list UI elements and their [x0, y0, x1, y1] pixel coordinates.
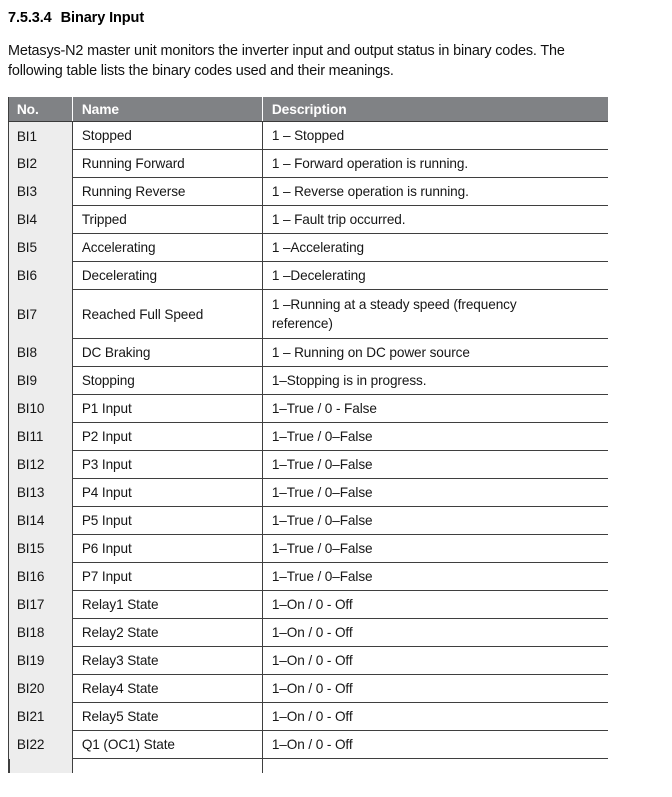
table-row	[8, 591, 608, 619]
cell-name: Accelerating	[72, 234, 262, 262]
column-header-no: No.	[8, 97, 72, 122]
cell-name: Running Reverse	[72, 178, 262, 206]
cell-no: BI10	[8, 395, 72, 423]
cell-description: 1 – Running on DC power source	[262, 339, 608, 367]
cell-no: BI7	[8, 290, 72, 339]
binary-input-table	[8, 97, 609, 759]
cell-name: Reached Full Speed	[72, 290, 262, 339]
table-row	[8, 367, 608, 395]
cell-name: P3 Input	[72, 451, 262, 479]
table-header-row	[8, 97, 608, 122]
cell-no: BI11	[8, 423, 72, 451]
cell-description: 1–On / 0 - Off	[262, 675, 608, 703]
cell-description: 1 – Reverse operation is running.	[262, 178, 608, 206]
cell-description: 1–True / 0–False	[262, 423, 608, 451]
table-row	[8, 479, 608, 507]
table-row	[8, 423, 608, 451]
section-number: 7.5.3.4	[8, 10, 52, 26]
cell-description: 1–True / 0–False	[262, 535, 608, 563]
cell-no: BI9	[8, 367, 72, 395]
cell-description: 1–True / 0–False	[262, 479, 608, 507]
cell-description: 1–On / 0 - Off	[262, 731, 608, 759]
table-row	[8, 206, 608, 234]
cell-no: BI17	[8, 591, 72, 619]
cell-no: BI20	[8, 675, 72, 703]
cell-name: P2 Input	[72, 423, 262, 451]
table-row	[8, 122, 608, 150]
table-row	[8, 731, 608, 759]
cell-name: P7 Input	[72, 563, 262, 591]
partial-row-no-cell	[10, 759, 73, 773]
cell-name: Relay2 State	[72, 619, 262, 647]
table-row	[8, 507, 608, 535]
cell-description: 1–True / 0 - False	[262, 395, 608, 423]
table-row	[8, 290, 608, 339]
cell-no: BI22	[8, 731, 72, 759]
table-row	[8, 675, 608, 703]
cell-description-line: 1 –Running at a steady speed (frequency	[271, 297, 517, 313]
cell-name: Relay3 State	[72, 647, 262, 675]
table-row	[8, 703, 608, 731]
cell-name: Stopped	[72, 122, 262, 150]
cell-description: 1 – Stopped	[262, 122, 608, 150]
cell-no: BI2	[8, 150, 72, 178]
cell-description: 1–On / 0 - Off	[262, 703, 608, 731]
table-row	[8, 395, 608, 423]
cell-no: BI14	[8, 507, 72, 535]
cell-description: 1 – Fault trip occurred.	[262, 206, 608, 234]
cell-no: BI4	[8, 206, 72, 234]
cell-name: P1 Input	[72, 395, 262, 423]
section-title: Binary Input	[60, 10, 145, 26]
intro-paragraph: Metasys-N2 master unit monitors the inverter input and output status in binary codes. The following table lists the binary codes used and their meanings.	[8, 43, 565, 79]
cell-name: Tripped	[72, 206, 262, 234]
table-row	[8, 262, 608, 290]
cell-name: P5 Input	[72, 507, 262, 535]
table-row	[8, 178, 608, 206]
cell-no: BI19	[8, 647, 72, 675]
table-row	[8, 150, 608, 178]
cell-name: P4 Input	[72, 479, 262, 507]
table-row	[8, 535, 608, 563]
cell-name: Relay4 State	[72, 675, 262, 703]
partial-row-name-cell	[73, 759, 263, 773]
cell-description: 1 – Forward operation is running.	[262, 150, 608, 178]
cell-name: Running Forward	[72, 150, 262, 178]
table-header	[8, 97, 608, 122]
cell-name: Decelerating	[72, 262, 262, 290]
column-header-description: Description	[262, 97, 608, 122]
table-partial-row	[9, 759, 609, 773]
cell-name: Stopping	[72, 367, 262, 395]
cell-description: 1–True / 0–False	[262, 451, 608, 479]
cell-description: 1–True / 0–False	[262, 563, 608, 591]
cell-description: 1–On / 0 - Off	[262, 647, 608, 675]
table-row	[8, 339, 608, 367]
cell-no: BI8	[8, 339, 72, 367]
cell-no: BI1	[8, 122, 72, 150]
table-row	[8, 234, 608, 262]
cell-no: BI5	[8, 234, 72, 262]
cell-description: 1–On / 0 - Off	[262, 591, 608, 619]
cell-no: BI6	[8, 262, 72, 290]
cell-no: BI15	[8, 535, 72, 563]
cell-name: P6 Input	[72, 535, 262, 563]
partial-row-description-cell	[263, 759, 609, 773]
cell-no: BI16	[8, 563, 72, 591]
cell-description: 1–Stopping is in progress.	[262, 367, 608, 395]
cell-description: 1 –Decelerating	[262, 262, 608, 290]
cell-description: 1 –Accelerating	[262, 234, 608, 262]
table-row	[8, 619, 608, 647]
cell-no: BI21	[8, 703, 72, 731]
cell-no: BI12	[8, 451, 72, 479]
cell-description	[262, 290, 608, 339]
cell-description: 1–On / 0 - Off	[262, 619, 608, 647]
cell-no: BI13	[8, 479, 72, 507]
cell-name: Q1 (OC1) State	[72, 731, 262, 759]
cell-no: BI3	[8, 178, 72, 206]
binary-input-table-wrapper	[8, 97, 609, 773]
cell-name: DC Braking	[72, 339, 262, 367]
cell-name: Relay1 State	[72, 591, 262, 619]
table-row	[8, 647, 608, 675]
column-header-name: Name	[72, 97, 262, 122]
table-body	[8, 122, 608, 759]
table-row	[8, 451, 608, 479]
table-row	[8, 563, 608, 591]
cell-no: BI18	[8, 619, 72, 647]
page-title	[8, 0, 664, 27]
cell-description-line: reference)	[271, 316, 333, 332]
cell-description: 1–True / 0–False	[262, 507, 608, 535]
cell-name: Relay5 State	[72, 703, 262, 731]
